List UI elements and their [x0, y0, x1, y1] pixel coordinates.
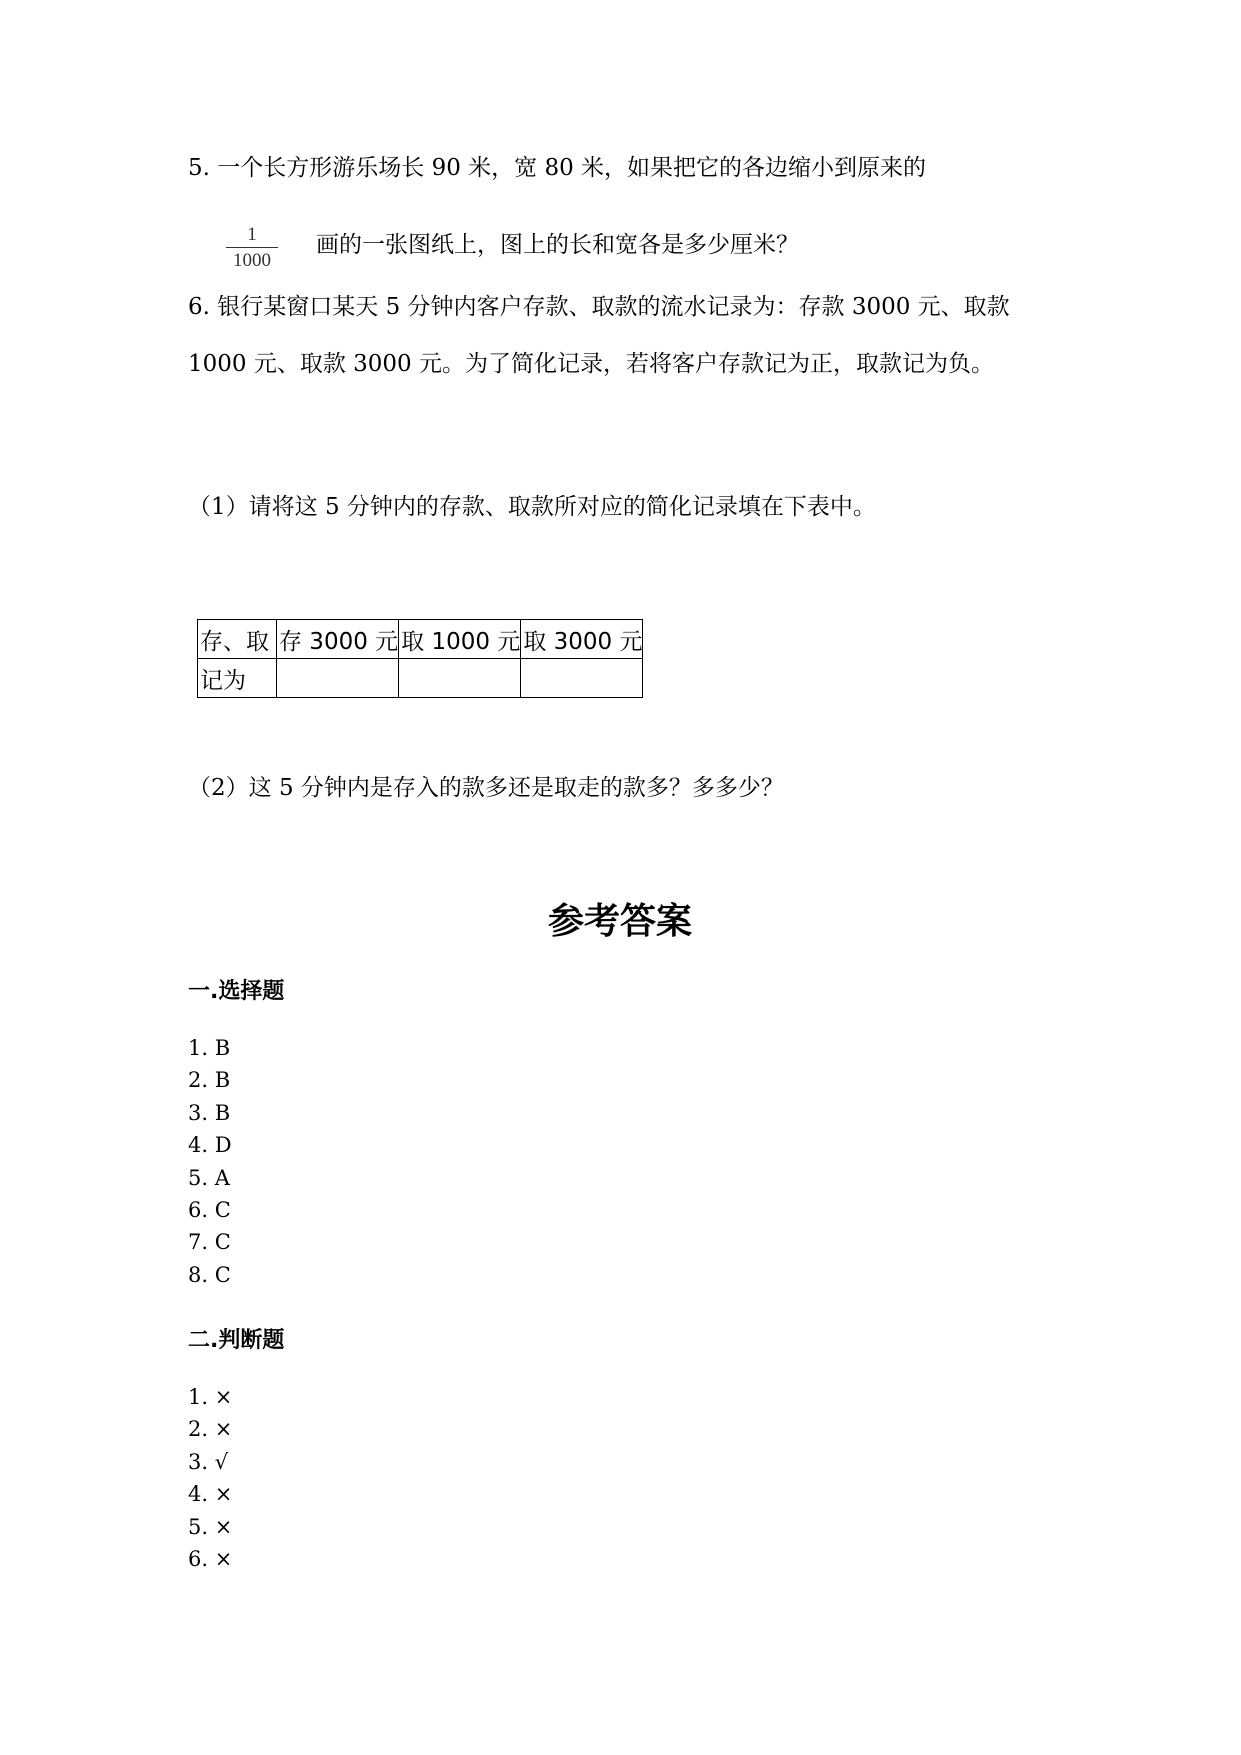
answer-item: 3. √ — [188, 1450, 229, 1474]
table-row — [198, 659, 643, 698]
answer-item: 4. D — [188, 1133, 232, 1157]
answer-item: 1. × — [188, 1385, 233, 1409]
q5-line1: 5. 一个长方形游乐场长 90 米，宽 80 米，如果把它的各边缩小到原来的 — [188, 155, 927, 181]
q6-part1: （1）请将这 5 分钟内的存款、取款所对应的简化记录填在下表中。 — [188, 494, 876, 520]
fraction-denominator: 1000 — [233, 250, 271, 271]
q6-line1: 6. 银行某窗口某天 5 分钟内客户存款、取款的流水记录为：存款 3000 元、取款 — [188, 294, 1010, 320]
section-title-choice: 一.选择题 — [188, 979, 285, 1004]
table-cell-blank[interactable] — [521, 659, 643, 698]
answer-item: 2. × — [188, 1417, 233, 1441]
answer-item: 3. B — [188, 1101, 231, 1125]
answer-title: 参考答案 — [548, 901, 693, 942]
answer-item: 1. B — [188, 1036, 231, 1060]
answer-item: 8. C — [188, 1263, 231, 1287]
answer-item: 6. C — [188, 1198, 231, 1222]
record-table — [197, 619, 643, 698]
answer-item: 7. C — [188, 1230, 231, 1254]
q6-part2: （2）这 5 分钟内是存入的款多还是取走的款多？多多少？ — [188, 775, 784, 801]
q5-line2: 画的一张图纸上，图上的长和宽各是多少厘米？ — [316, 232, 799, 258]
table-cell: 存、取 — [198, 620, 277, 659]
answer-item: 5. A — [188, 1166, 230, 1190]
fraction-numerator: 1 — [247, 224, 257, 245]
table-header-row — [198, 620, 643, 659]
answer-item: 2. B — [188, 1068, 231, 1092]
answer-item: 4. × — [188, 1482, 233, 1506]
fraction-bar — [226, 247, 278, 248]
table-cell-blank[interactable] — [399, 659, 521, 698]
table-cell: 存 3000 元 — [277, 620, 399, 659]
table-cell: 记为 — [198, 659, 277, 698]
answer-item: 5. × — [188, 1515, 233, 1539]
table-cell-blank[interactable] — [277, 659, 399, 698]
section-title-judge: 二.判断题 — [188, 1328, 285, 1353]
table-cell: 取 3000 元 — [521, 620, 643, 659]
table-cell: 取 1000 元 — [399, 620, 521, 659]
q6-line2: 1000 元、取款 3000 元。为了简化记录，若将客户存款记为正，取款记为负。 — [188, 351, 994, 377]
q5-fraction — [226, 224, 278, 272]
answer-item: 6. × — [188, 1547, 233, 1571]
